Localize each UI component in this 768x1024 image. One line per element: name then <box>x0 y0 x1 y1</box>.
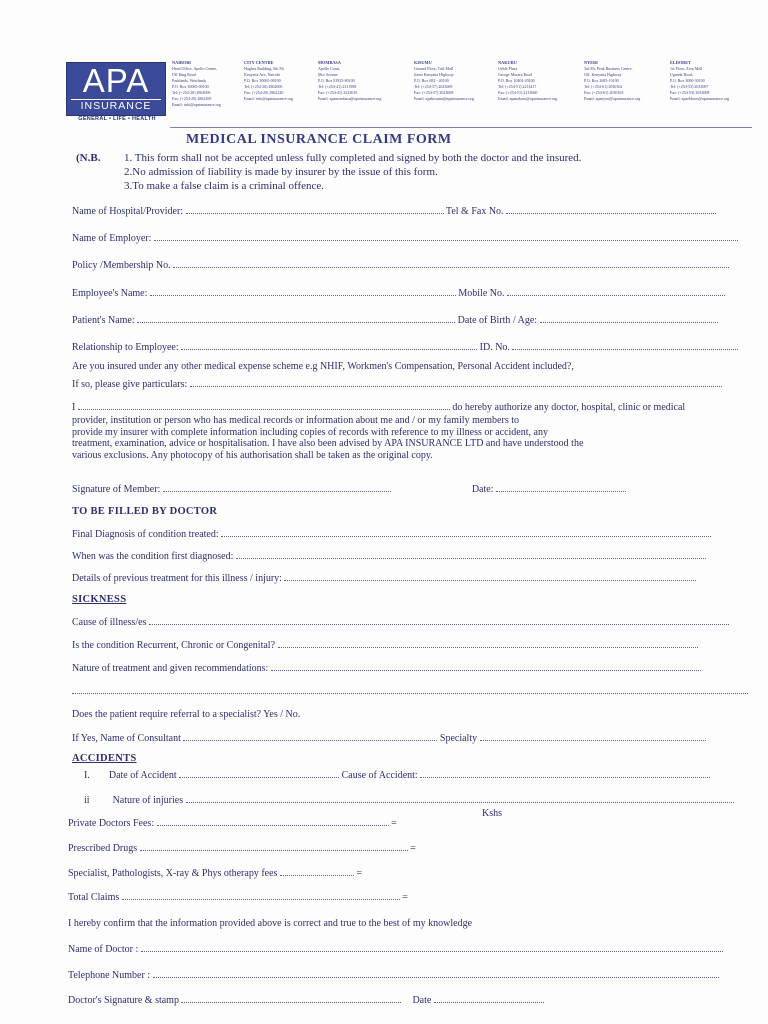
mobile-field[interactable] <box>507 286 725 296</box>
consultant-field[interactable] <box>183 731 437 741</box>
branch-detail: Off. Kenyatta Highway <box>584 72 622 77</box>
other-scheme-question: Are you insured under any other medical expense scheme e.g NHIF, Workmen's Compensation, Personal Accident included?, <box>72 361 574 372</box>
accidents-heading: ACCIDENTS <box>72 753 137 764</box>
auth-i: I <box>72 402 76 413</box>
diagnosis-label: Final Diagnosis of condition treated: <box>72 529 219 540</box>
member-signature-row <box>72 482 626 496</box>
mobile-label: Mobile No. <box>458 288 505 299</box>
branch-detail: Fax: (+254-53) 2033008 <box>670 90 710 95</box>
particulars-field[interactable] <box>190 377 722 387</box>
branch-detail: Off Ring Road <box>172 72 196 77</box>
total-claims-field[interactable] <box>122 890 400 900</box>
doctor-name-field[interactable] <box>141 942 723 952</box>
member-date-label: Date: <box>471 484 494 495</box>
relationship-field[interactable] <box>181 340 477 350</box>
telephone-row <box>68 968 719 982</box>
cause-row <box>72 615 729 629</box>
branch-detail: Uganda Road, <box>670 72 693 77</box>
branch-detail: Email: info@apainsurance.org <box>244 96 293 101</box>
branch-detail: Head Office, Apollo Centre, <box>172 66 218 71</box>
nature-continuation <box>72 684 748 698</box>
relationship-label: Relationship to Employee: <box>72 342 179 353</box>
drugs-label: Prescribed Drugs <box>68 843 138 854</box>
hospital-label: Name of Hospital/Provider: <box>72 206 184 217</box>
specialist-fees-field[interactable] <box>280 866 354 876</box>
doctor-name-row <box>68 942 723 956</box>
authorization-paragraph <box>72 415 756 461</box>
branch-detail: Fax: (+254-51) 2213660 <box>498 90 538 95</box>
consultant-label: If Yes, Name of Consultant <box>72 733 181 744</box>
accident-date-label: Date of Accident <box>108 770 177 781</box>
doctor-name-label: Name of Doctor : <box>68 944 139 955</box>
consultant-row <box>72 731 706 745</box>
specialty-field[interactable] <box>480 731 706 741</box>
branch-detail: Email: info@apainsurance.org <box>172 102 221 107</box>
branch-detail: George Morara Road <box>498 72 532 77</box>
policy-field[interactable] <box>173 258 729 268</box>
auth-line: various exclusions. Any photocopy of his authorisation shall be taken as the original copy. <box>72 449 433 461</box>
branch-detail: P.O. Box 30065-00100 <box>244 78 281 83</box>
particulars-label: If so, please give particulars: <box>72 379 188 390</box>
cause-label: Cause of illness/es <box>72 617 147 628</box>
branch-detail: Moi Avenue <box>318 72 338 77</box>
diagnosis-row <box>72 527 711 541</box>
doctor-signature-row <box>68 993 544 1007</box>
roman-ii: ii <box>84 795 90 806</box>
logo-subtext: INSURANCE <box>71 99 161 113</box>
branch-detail: Email: apanyeri@apainsurance.org <box>584 96 641 101</box>
nature-label: Nature of treatment and given recommendations: <box>72 663 269 674</box>
employee-row <box>72 286 725 300</box>
hospital-row <box>72 204 716 218</box>
total-claims-row <box>68 890 408 904</box>
particulars-row <box>72 377 722 391</box>
nature-row <box>72 661 701 675</box>
equals-sign: = <box>402 892 408 903</box>
tel-fax-label: Tel & Fax No. <box>445 206 504 217</box>
patient-field[interactable] <box>137 313 455 323</box>
auth-line: provider, institution or person who has medical records or information about me and / or my family members to <box>72 415 519 426</box>
branch-detail: Apollo Court, <box>318 66 341 71</box>
member-signature-field[interactable] <box>163 482 391 492</box>
sickness-heading: SICKNESS <box>72 594 127 605</box>
branch-detail: Tel: (+254-51) 2213417 <box>498 84 537 89</box>
branch-detail: Tel: (+254-20) 2862000 <box>172 90 211 95</box>
branch-nakuru <box>498 60 557 102</box>
logo-text: APA <box>82 62 150 99</box>
tagline: GENERAL • LIFE • HEALTH <box>78 116 156 122</box>
confirmation-statement: I hereby confirm that the information provided above is correct and true to the best of my knowledge <box>68 918 473 929</box>
branch-detail: Jomo Kenyatta Highway <box>414 72 454 77</box>
accident-date-row <box>84 768 710 782</box>
branch-detail: Tel: (+254-53) 2033007 <box>670 84 709 89</box>
nature-extra-field[interactable] <box>72 684 748 694</box>
branch-detail: Email: apakisumu@apainsurance.org <box>414 96 474 101</box>
first-diagnosed-row <box>72 549 706 563</box>
branch-detail: 1st Floor, Zion Mall <box>670 66 703 71</box>
specialty-label: Specialty <box>439 733 478 744</box>
branch-detail: Email: apanakuru@apainsurance.org <box>498 96 558 101</box>
branch-detail: Fax: (+254-20) 2862220 <box>244 90 284 95</box>
nb-label: (N.B. <box>76 152 101 164</box>
doctor-signature-field[interactable] <box>181 993 401 1003</box>
header-divider <box>170 127 752 128</box>
note-1: 1. This form shall not be accepted unless fully completed and signed by both the doctor and the insured. <box>124 152 582 164</box>
branch-detail: Fax: (+254-20) 2862200 <box>172 96 212 101</box>
branch-detail: P.O. Box 3000-30100 <box>670 78 705 83</box>
total-claims-label: Total Claims <box>68 892 120 903</box>
private-fees-row <box>68 816 397 830</box>
branch-detail: P.O. Box 30065-00100 <box>172 84 209 89</box>
accident-cause-label: Cause of Accident: <box>341 770 418 781</box>
employer-row <box>72 231 738 245</box>
note-2: 2.No admission of liability is made by insurer by the issue of this form. <box>124 166 438 178</box>
relationship-row <box>72 340 738 354</box>
doctor-section-heading: TO BE FILLED BY DOCTOR <box>72 506 218 517</box>
id-field[interactable] <box>512 340 738 350</box>
authorizer-name-field[interactable] <box>78 400 450 410</box>
recurrent-label: Is the condition Recurrent, Chronic or Congenital? <box>72 640 276 651</box>
nature-field[interactable] <box>271 661 701 671</box>
branch-detail: Tel: (+254-57) 2023069 <box>414 84 453 89</box>
specialist-fees-row <box>68 866 362 880</box>
note-3: 3.To make a false claim is a criminal offence. <box>124 180 324 192</box>
branch-name: NAIROBI <box>172 60 191 65</box>
policy-row <box>72 258 729 272</box>
currency-label: Kshs <box>482 808 503 819</box>
branch-detail: 3rd Flr, Peak Business Centre, <box>584 66 633 71</box>
previous-treatment-row <box>72 571 696 585</box>
injuries-label: Nature of injuries <box>112 795 184 806</box>
specialist-fees-label: Specialist, Pathologists, X-ray & Phys otherapy fees <box>68 868 278 879</box>
auth-line: treatment, examination, advice or hospitalisation. I have also been advised by APA INSURANCE LTD and have understood the <box>72 438 584 449</box>
patient-row <box>72 313 718 327</box>
branch-mombasa <box>318 60 381 102</box>
branch-detail: Fax: (+254-57) 2023068 <box>414 90 454 95</box>
branch-detail: Fax: (+254-41) 2223016 <box>318 90 358 95</box>
form-title: MEDICAL INSURANCE CLAIM FORM <box>186 132 452 147</box>
private-fees-field[interactable] <box>157 816 389 826</box>
branch-detail: Oeble Plaza <box>498 66 518 71</box>
previous-treatment-label: Details of previous treatment for this illness / injury: <box>72 573 282 584</box>
doctor-signature-label: Doctor's Signature & stamp <box>68 995 179 1006</box>
telephone-field[interactable] <box>153 968 719 978</box>
branch-detail: Tel: (+254-61) 2030102 <box>584 84 623 89</box>
drugs-field[interactable] <box>140 841 408 851</box>
employer-field[interactable] <box>154 231 738 241</box>
branch-detail: Tel: (+254-41) 2311908 <box>318 84 357 89</box>
previous-treatment-field[interactable] <box>284 571 696 581</box>
injuries-field[interactable] <box>186 793 734 803</box>
branch-kisumu <box>414 60 474 102</box>
referral-question: Does the patient require referral to a specialist? Yes / No. <box>72 709 301 720</box>
accident-date-field[interactable] <box>179 768 339 778</box>
branch-detail: Kenyatta Ave, Nairobi <box>244 72 280 77</box>
auth-tail: do hereby authorize any doctor, hospital, clinic or medical <box>452 402 686 413</box>
branch-detail: P.O. Box 10404-20100 <box>498 78 535 83</box>
first-diagnosed-field[interactable] <box>236 549 706 559</box>
branch-detail: Fax: (+254-61) 2030103 <box>584 90 624 95</box>
apa-logo <box>66 62 166 116</box>
branch-nairobi <box>172 60 221 108</box>
branch-eldoret <box>670 60 729 102</box>
authorization-row <box>72 400 685 414</box>
branch-detail: Ground Floor, Tuff Mall <box>414 66 454 71</box>
doctor-date-field[interactable] <box>434 993 544 1003</box>
branch-city-centre <box>244 60 293 102</box>
first-diagnosed-label: When was the condition first diagnosed: <box>72 551 234 562</box>
branch-name: CITY CENTRE <box>244 60 274 65</box>
member-date-field[interactable] <box>496 482 626 492</box>
equals-sign: = <box>410 843 416 854</box>
branch-detail: P.O. Box 2685-10100 <box>584 78 619 83</box>
branch-detail: P.O. Box 81825-80100 <box>318 78 355 83</box>
branch-detail: Email: apaeldoret@apainsurance.org <box>670 96 730 101</box>
branch-name: NAKURU <box>498 60 517 65</box>
employee-label: Employee's Name: <box>72 288 148 299</box>
tel-fax-field[interactable] <box>506 204 716 214</box>
branch-detail: P.O. Box 682 - 40100 <box>414 78 449 83</box>
member-signature-label: Signature of Member: <box>72 484 161 495</box>
employee-field[interactable] <box>150 286 456 296</box>
doctor-date-label: Date <box>412 995 432 1006</box>
branch-name: KISUMU <box>414 60 432 65</box>
patient-label: Patient's Name: <box>72 315 135 326</box>
private-fees-label: Private Doctors Fees: <box>68 818 155 829</box>
roman-i: I. <box>84 770 90 781</box>
employer-label: Name of Employer: <box>72 233 152 244</box>
branch-detail: Parklands, Westlands <box>172 78 207 83</box>
branch-detail: Hughes Building, 6th Flr <box>244 66 285 71</box>
dob-field[interactable] <box>540 313 718 323</box>
branch-detail: Tel: (+254-20) 2862000 <box>244 84 283 89</box>
branch-detail: Email: apamombasa@apainsurance.org <box>318 96 382 101</box>
equals-sign: = <box>356 868 363 879</box>
diagnosis-field[interactable] <box>221 527 711 537</box>
cause-field[interactable] <box>149 615 729 625</box>
accident-cause-field[interactable] <box>420 768 710 778</box>
telephone-label: Telephone Number : <box>68 970 151 981</box>
branch-name: ELDORET <box>670 60 692 65</box>
drugs-row <box>68 841 416 855</box>
equals-sign: = <box>391 818 397 829</box>
recurrent-row <box>72 638 698 652</box>
branch-name: MOMBASA <box>318 60 341 65</box>
id-label: ID. No. <box>479 342 510 353</box>
hospital-field[interactable] <box>186 204 444 214</box>
injuries-row <box>84 793 734 807</box>
branch-name: NYERI <box>584 60 598 65</box>
branch-nyeri <box>584 60 640 102</box>
recurrent-field[interactable] <box>278 638 698 648</box>
dob-label: Date of Birth / Age: <box>457 315 538 326</box>
auth-line: provide my insurer with complete information including copies of records with reference to my illness or accident, any <box>72 426 548 438</box>
policy-label: Policy /Membership No. <box>72 260 171 271</box>
